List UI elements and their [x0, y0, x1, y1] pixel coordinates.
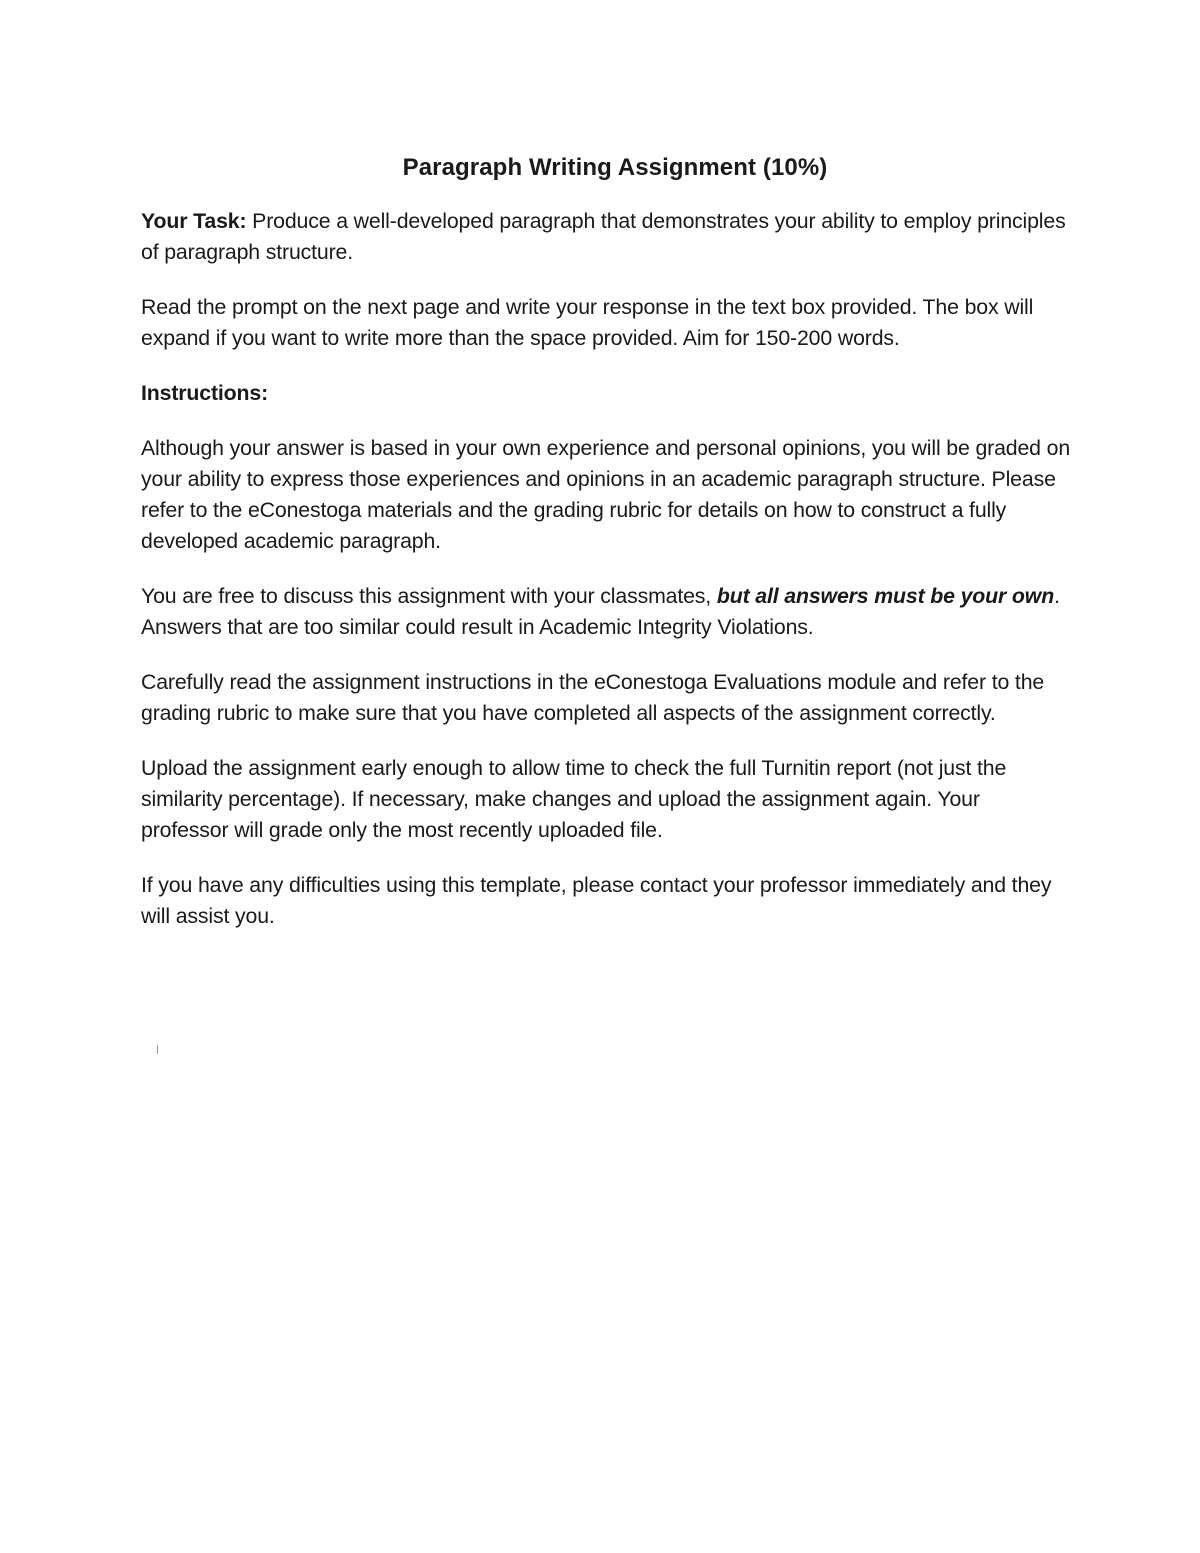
upload-paragraph: Upload the assignment early enough to allow time to check the full Turnitin report (not just the similarity percentage). If necessary, make changes and upload the assignment again. Your professor will grade only the most recently uploaded file. — [141, 756, 1007, 842]
integrity-text-after: . Answers that are too similar could result in Academic Integrity Violations. — [141, 584, 1060, 639]
contact-paragraph: If you have any difficulties using this template, please contact your professor immediately and they will assist you. — [141, 873, 1052, 928]
task-paragraph — [141, 206, 1071, 268]
document-title: Paragraph Writing Assignment (10%) — [402, 154, 828, 181]
task-label: Your Task: — [141, 209, 247, 233]
integrity-text-before: You are free to discuss this assignment with your classmates, — [141, 584, 717, 608]
prompt-paragraph: Read the prompt on the next page and write your response in the text box provided. The box will expand if you want to write more than the space provided. Aim for 150-200 words. — [141, 295, 1034, 350]
instructions-heading: Instructions: — [141, 381, 269, 405]
grading-paragraph: Although your answer is based in your own experience and personal opinions, you will be graded on your ability to express those experiences and opinions in an academic paragraph structure. Please refer to the eConestoga materials and the grading rubric for details on how to construct a fully developed academic paragraph. — [141, 436, 1071, 553]
integrity-emphasis: but all answers must be your own — [716, 584, 1055, 608]
task-text: Produce a well-developed paragraph that demonstrates your ability to employ principles of paragraph structure. — [141, 209, 1066, 264]
scan-mark — [157, 1045, 158, 1054]
document-body — [141, 150, 1071, 956]
integrity-paragraph — [141, 581, 1071, 643]
read-instructions-paragraph: Carefully read the assignment instructions in the eConestoga Evaluations module and refer to the grading rubric to make sure that you have completed all aspects of the assignment correctly. — [141, 670, 1045, 725]
